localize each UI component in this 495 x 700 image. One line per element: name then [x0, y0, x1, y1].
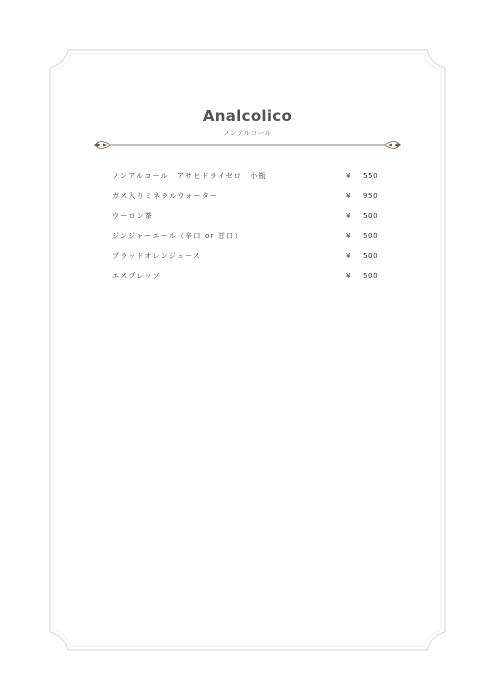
menu-item-name: エスプレッソ	[112, 272, 161, 280]
yen-symbol: ¥	[346, 172, 352, 180]
ornamental-divider	[92, 137, 403, 153]
menu-item	[112, 266, 382, 286]
yen-symbol: ¥	[346, 272, 352, 280]
yen-symbol: ¥	[346, 192, 352, 200]
menu-item	[112, 226, 382, 246]
menu-item-name: ガス入りミネラルウォーター	[112, 192, 219, 200]
menu-item-name: ノンアルコール アサヒドライゼロ 小瓶	[112, 172, 267, 180]
menu-item-price: 500	[363, 272, 379, 280]
menu-item-price: 500	[363, 252, 379, 260]
menu-item-price: 950	[363, 192, 379, 200]
menu-item-price: 500	[363, 232, 379, 240]
menu-item-price: 500	[363, 212, 379, 220]
menu-item-name: ジンジャーエール（辛口 or 甘口）	[112, 232, 243, 240]
menu-item	[112, 186, 382, 206]
menu-subtitle: ノンアルコール	[223, 129, 272, 137]
yen-symbol: ¥	[346, 252, 352, 260]
menu-item	[112, 206, 382, 226]
menu-item	[112, 166, 382, 186]
yen-symbol: ¥	[346, 212, 352, 220]
menu-item-price: 550	[363, 172, 379, 180]
menu-list	[112, 166, 382, 286]
menu-item	[112, 246, 382, 266]
menu-title: Analcolico	[202, 107, 293, 125]
yen-symbol: ¥	[346, 232, 352, 240]
menu-item-name: ブラッドオレンジュース	[112, 252, 202, 260]
menu-item-name: ウーロン茶	[112, 212, 153, 220]
